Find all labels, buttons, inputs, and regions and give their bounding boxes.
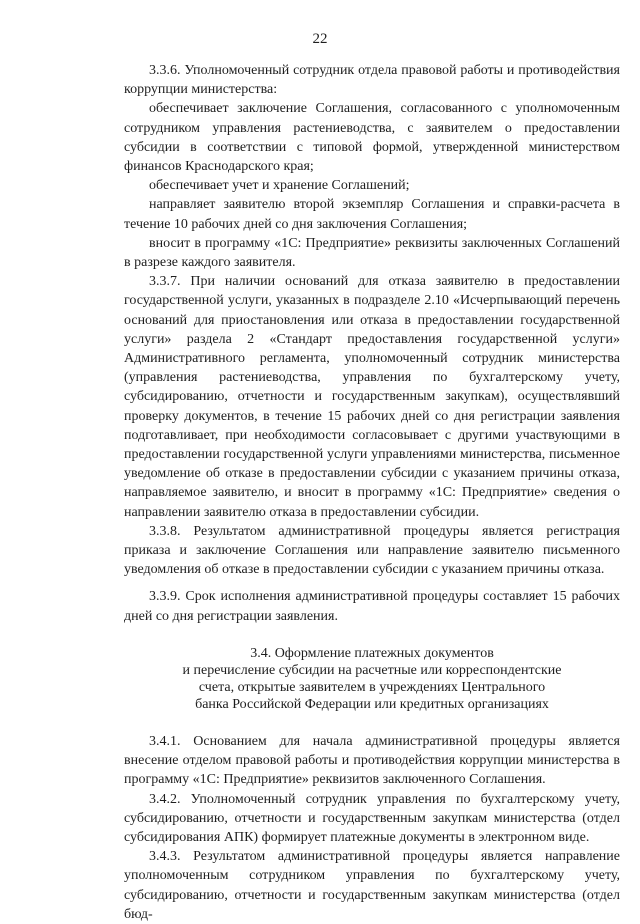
list-item-conclude-agreement: обеспечивает заключение Соглашения, согласованного с уполномоченным сотрудником управления растениеводства, с заявителем о предоставлении субсидии в соответствии с типовой формой, утвержденной министерством финансов Краснодарского края; <box>124 101 620 175</box>
list-item-enter-1c: вносит в программу «1С: Предприятие» реквизиты заключенных Соглашений в разрезе каждого заявителя. <box>124 235 620 271</box>
paragraph-3-4-3: 3.4.3. Результатом административной процедуры является направление уполномоченным сотрудником управления по бухгалтерскому учету, субсидированию, отчетности и государственным закупкам министерства (отдел бюд- <box>124 849 620 922</box>
paragraph-3-3-7: 3.3.7. При наличии оснований для отказа заявителю в предоставлении государственной услуги, указанных в подразделе 2.10 «Исчерпывающий перечень оснований для приостановления или отказа в предоставлении государственной услуги» раздела 2 «Стандарт предоставления государственной услуги» Административного регламента, уполномоченный сотрудник министерства (управления растениеводства, управления по бухгалтерскому учету, субсидированию, отчетности и государственным закупкам), осуществлявший проверку документов, в течение 15 рабочих дней со дня регистрации заявления подготавливает, при необходимости согласовывает с другими участвующими в предоставлении государственной услуги управлениями министерства, письменное уведомление об отказе в предоставлении субсидии с указанием причины отказа, направляемое заявителю, и вносит в программу «1С: Предприятие» сведения о направлении заявителю отказа в предоставлении субсидии. <box>124 274 620 520</box>
list-item-send-copy: направляет заявителю второй экземпляр Соглашения и справки-расчета в течение 10 рабочих дней со дня заключения Соглашения; <box>124 197 620 232</box>
paragraph-3-4-2: 3.4.2. Уполномоченный сотрудник управления по бухгалтерскому учету, субсидированию, отчетности и государственным закупкам министерства (отдел субсидирования АПК) формирует платежные документы в электронном виде. <box>124 791 620 845</box>
paragraph-3-3-8: 3.3.8. Результатом административной процедуры является регистрация приказа и заключение Соглашения или направление заявителю письменного уведомления об отказе в предоставлении субсидии с указанием причины отказа. <box>124 523 620 578</box>
heading-line-3: счета, открытые заявителем в учреждениях Центрального <box>198 679 546 695</box>
heading-line-1: 3.4. Оформление платежных документов <box>250 645 494 661</box>
section-heading-3-4 <box>124 645 620 713</box>
document-body <box>124 61 620 924</box>
page-number: 22 <box>312 31 328 47</box>
paragraph-3-3-9: 3.3.9. Срок исполнения административной процедуры составляет 15 рабочих дней со дня регистрации заявления. <box>124 589 620 624</box>
paragraph-3-3-6: 3.3.6. Уполномоченный сотрудник отдела правовой работы и противодействия коррупции министерства: <box>124 63 620 98</box>
paragraph-3-4-1: 3.4.1. Основанием для начала административной процедуры является внесение отделом правовой работы и противодействия коррупции министерства в программу «1С: Предприятие» реквизитов заключенного Соглашения. <box>124 733 620 788</box>
list-item-record-storage: обеспечивает учет и хранение Соглашений; <box>149 178 410 194</box>
heading-line-2: и перечисление субсидии на расчетные или корреспондентские <box>182 662 562 678</box>
heading-line-4: банка Российской Федерации или кредитных организациях <box>195 696 549 712</box>
